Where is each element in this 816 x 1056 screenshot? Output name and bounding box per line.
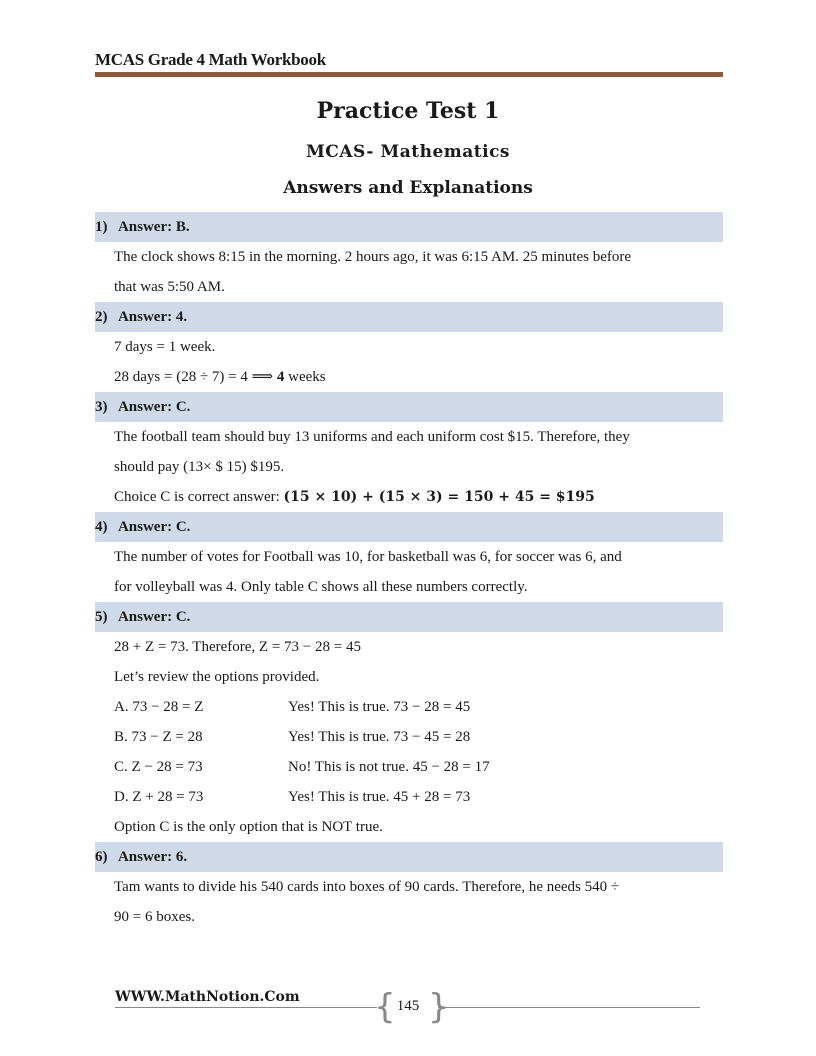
answer-bar-2: 2) Answer: 4. — [95, 302, 723, 332]
explanation-line: 28 + Z = 73. Therefore, Z = 73 − 28 = 45 — [114, 639, 361, 655]
explanation-line: The clock shows 8:15 in the morning. 2 hours ago, it was 6:15 AM. 25 minutes before — [114, 249, 632, 265]
explanation-line: The football team should buy 13 uniforms and each uniform cost $15. Therefore, they — [114, 429, 630, 445]
explanation-line: Let’s review the options provided. — [114, 669, 320, 685]
explanation-line: The number of votes for Football was 10, for basketball was 6, for soccer was 6, and — [114, 549, 622, 565]
right-brace-icon: } — [428, 987, 450, 1027]
explanation-line: Tam wants to divide his 540 cards into boxes of 90 cards. Therefore, he needs 540 ÷ — [114, 879, 620, 895]
option-row-d: D. Z + 28 = 73 Yes! This is true. 45 + 28 = 73 — [114, 789, 471, 805]
header-rule — [95, 72, 723, 77]
option-row-a: A. 73 − 28 = Z Yes! This is true. 73 − 28 = 45 — [114, 699, 471, 715]
answers-list — [95, 212, 723, 932]
answer-bar-3: 3) Answer: C. — [95, 392, 723, 422]
explanation-line: 28 days = (28 ÷ 7) = 4 ⟹ 4 weeks — [114, 369, 326, 385]
explanation-line: should pay (13× $ 15) $195. — [114, 459, 285, 475]
footer-rule-left — [115, 1007, 377, 1008]
explanation-line: 7 days = 1 week. — [114, 339, 216, 355]
page-number: 145 — [396, 998, 420, 1014]
workbook-title: MCAS Grade 4 Math Workbook — [95, 50, 326, 69]
option-row-b: B. 73 − Z = 28 Yes! This is true. 73 − 45 = 28 — [114, 729, 471, 745]
explanation-line: 90 = 6 boxes. — [114, 909, 195, 925]
answer-bar-5: 5) Answer: C. — [95, 602, 723, 632]
left-brace-icon: { — [374, 987, 396, 1027]
section-title: Answers and Explanations — [283, 178, 533, 198]
answer-bar-4: 4) Answer: C. — [95, 512, 723, 542]
explanation-line: for volleyball was 4. Only table C shows all these numbers correctly. — [114, 579, 528, 595]
footer-rule-right — [438, 1007, 700, 1008]
math-expression: (15 × 10) + (15 × 3) = 150 + 45 = $195 — [283, 489, 595, 505]
answer-bar-6: 6) Answer: 6. — [95, 842, 723, 872]
subject-title: MCAS- Mathematics — [305, 142, 510, 162]
explanation-line: that was 5:50 AM. — [114, 279, 225, 295]
answer-bar-1: 1) Answer: B. — [95, 212, 723, 242]
footer-website: WWW.MathNotion.Com — [115, 989, 300, 1005]
explanation-line: Option C is the only option that is NOT true. — [114, 819, 383, 835]
page-title: Practice Test 1 — [316, 98, 500, 124]
option-row-c: C. Z − 28 = 73 No! This is not true. 45 − 28 = 17 — [114, 759, 490, 775]
explanation-line: Choice C is correct answer: (15 × 10) + (15 × 3) = 150 + 45 = $195 — [114, 489, 595, 505]
